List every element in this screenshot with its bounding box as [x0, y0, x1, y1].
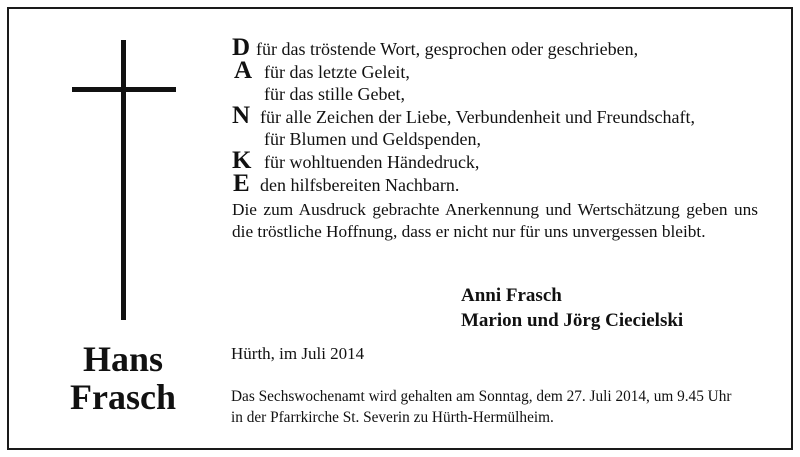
danke-line-text: für wohltuenden Händedruck, [264, 151, 480, 172]
signer-name: Anni Frasch [461, 285, 562, 306]
danke-line-text: für alle Zeichen der Liebe, Verbundenheit und Freundschaft, [260, 106, 696, 127]
cross-horizontal-bar [72, 87, 176, 92]
signer-name: Marion und Jörg Ciecielski [461, 310, 684, 331]
danke-letter: D [232, 34, 251, 61]
danke-line-text: den hilfsbereiten Nachbarn. [260, 174, 460, 195]
signers-block [461, 283, 683, 333]
danke-letter: K [232, 146, 252, 174]
danke-letter: E [233, 169, 250, 197]
notice-line: Das Sechswochenamt wird gehalten am Sonntag, dem 27. Juli 2014, um 9.45 Uhr [231, 388, 732, 405]
notice-line: in der Pfarrkirche St. Severin zu Hürth-Hermülheim. [231, 409, 554, 426]
memorial-service-notice [231, 386, 731, 428]
danke-line-text: für Blumen und Geldspenden, [264, 129, 481, 150]
place-and-date: Hürth, im Juli 2014 [231, 344, 365, 363]
deceased-first-name: Hans [82, 339, 164, 379]
danke-line-text: für das tröstende Wort, gesprochen oder geschrieben, [256, 39, 639, 59]
acknowledgement-paragraph: Die zum Ausdruck gebrachte Anerkennung und Wertschätzung geben uns die tröstliche Hoffnung, dass er nicht nur für uns unvergessen bleibt. [232, 200, 758, 241]
danke-letter: N [232, 101, 251, 129]
cross-vertical-bar [121, 40, 126, 320]
danke-letter: A [234, 56, 253, 84]
deceased-name [40, 340, 206, 416]
danke-line-text: für das stille Gebet, [264, 84, 405, 105]
deceased-last-name: Frasch [70, 377, 176, 417]
danke-line-text: für das letzte Geleit, [264, 61, 410, 82]
